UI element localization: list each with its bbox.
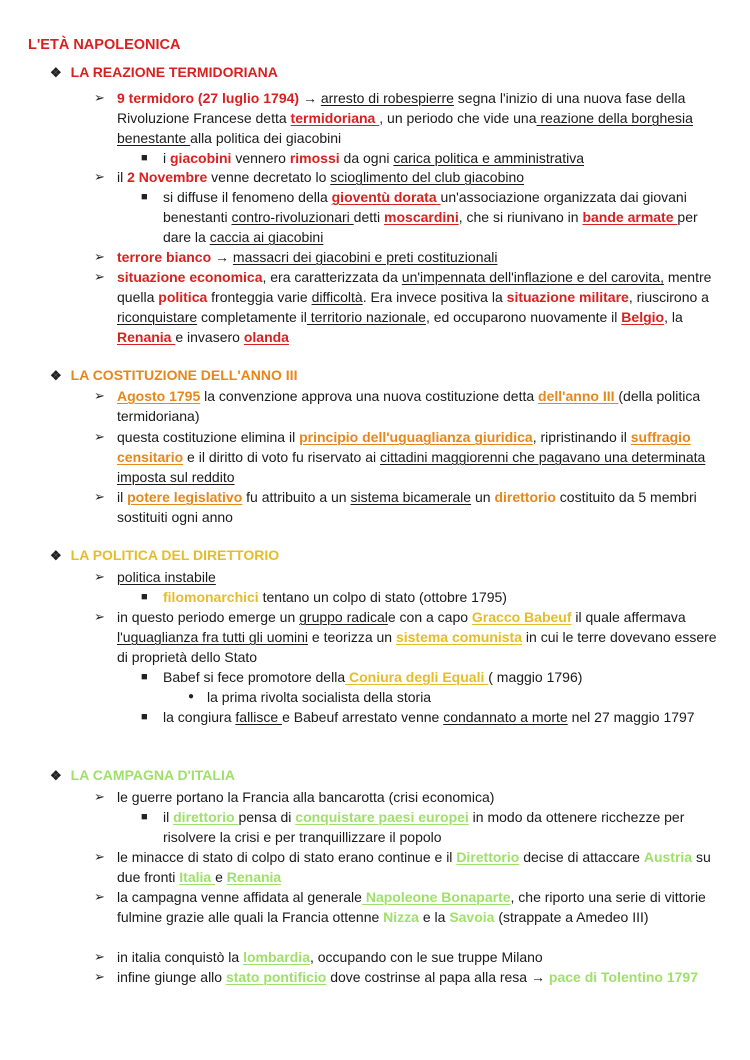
section-heading-direttorio: ❖ LA POLITICA DEL DIRETTORIO [50, 547, 280, 563]
diamond-bullet-icon: ❖ [50, 768, 62, 783]
subbullet-congiura-fallisce: ■ la congiura fallisce e Babeuf arrestato venne condannato a morte nel 27 maggio 1797 [141, 709, 695, 725]
section-heading-reazione: ❖ LA REAZIONE TERMIDORIANA [50, 64, 278, 80]
section-heading-costituzione: ❖ LA COSTITUZIONE DELL'ANNO III [50, 367, 298, 383]
bullet-2-novembre: ➢ il 2 Novembre venne decretato lo scioglimento del club giacobino [94, 169, 525, 185]
arrow-bullet-icon: ➢ [94, 849, 105, 864]
diamond-bullet-icon: ❖ [50, 368, 62, 383]
bullet-politica-instabile: ➢ politica instabile [94, 569, 216, 585]
square-bullet-icon: ■ [141, 671, 148, 683]
square-bullet-icon: ■ [141, 591, 148, 603]
arrow-bullet-icon: ➢ [94, 889, 105, 904]
bullet-lombardia: ➢ in italia conquistò la lombardia, occupando con le sue truppe Milano [94, 949, 543, 965]
bullet-gracco-babeuf: ➢ in questo periodo emerge un gruppo radicale con a capo Gracco Babeuf il quale affermava l'uguaglianza fra tutti gli uomini e teorizza un sistema comunista in cui le terre dovevano essere di proprietà dello Stato [94, 609, 717, 665]
square-bullet-icon: ■ [141, 191, 148, 203]
arrow-bullet-icon: ➢ [94, 569, 105, 584]
arrow-bullet-icon: ➢ [94, 249, 105, 264]
arrow-bullet-icon: ➢ [94, 609, 105, 624]
arrow-bullet-icon: ➢ [94, 789, 105, 804]
bullet-napoleone-bonaparte: ➢ la campagna venne affidata al generale Napoleone Bonaparte, che riporto una serie di vittorie fulmine grazie alle quali la Francia ottenne Nizza e la Savoia (strappate a Amedeo III) [94, 889, 706, 925]
subbullet-gioventu-dorata: ■ si diffuse il fenomeno della gioventù dorata un'associazione organizzata dai giovani benestanti contro-rivoluzionari detti moscardini, che si riunivano in bande armate per dare la caccia ai giacobini [141, 189, 698, 245]
diamond-bullet-icon: ❖ [50, 548, 62, 563]
subbullet-giacobini-rimossi: ■ i giacobini vennero rimossi da ogni carica politica e amministrativa [141, 150, 584, 166]
bullet-costituzione-elimina: ➢ questa costituzione elimina il principio dell'uguaglianza giuridica, ripristinando il suffragio censitario e il diritto di voto fu riservato ai cittadini maggiorenni che pagavano una determinata imposta sul reddito [94, 429, 706, 485]
bullet-potere-legislativo: ➢ il potere legislativo fu attribuito a un sistema bicamerale un direttorio costituito da 5 membri sostituiti ogni anno [94, 489, 697, 525]
bullet-situazione-economica: ➢ situazione economica, era caratterizzata da un'impennata dell'inflazione e del carovita, mentre quella politica fronteggia varie difficoltà. Era invece positiva la situazione militare, riuscirono a riconquistare completamente il territorio nazionale, ed occuparono nuovamente il Belgio, la Renania e invasero olanda [94, 269, 712, 345]
arrow-bullet-icon: ➢ [94, 388, 105, 403]
square-bullet-icon: ■ [141, 152, 148, 164]
square-bullet-icon: ■ [141, 711, 148, 723]
bullet-stato-pontificio: ➢ infine giunge allo stato pontificio dove costrinse al papa alla resa → pace di Tolentino 1797 [94, 969, 699, 985]
subbullet-filomonarchici: ■ filomonarchici tentano un colpo di stato (ottobre 1795) [141, 589, 507, 605]
subsubbullet-prima-rivolta: ● la prima rivolta socialista della storia [188, 689, 432, 705]
subbullet-coniura-equali: ■ Babef si fece promotore della Coniura degli Equali ( maggio 1796) [141, 669, 583, 685]
bullet-minacce-colpo-stato: ➢ le minacce di stato di colpo di stato erano continue e il Direttorio decise di attaccare Austria su due fronti Italia e Renania [94, 849, 711, 885]
arrow-bullet-icon: ➢ [94, 949, 105, 964]
bullet-terrore-bianco: ➢ terrore bianco → massacri dei giacobini e preti costituzionali [94, 249, 498, 265]
bullet-agosto-1795: ➢ Agosto 1795 la convenzione approva una nuova costituzione detta dell'anno III (della politica termidoriana) [94, 388, 701, 424]
arrow-bullet-icon: ➢ [94, 169, 105, 184]
arrow-bullet-icon: ➢ [94, 269, 105, 284]
arrow-bullet-icon: ➢ [94, 969, 105, 984]
bullet-bancarotta: ➢ le guerre portano la Francia alla bancarotta (crisi economica) [94, 789, 495, 805]
section-heading-campagna-italia: ❖ LA CAMPAGNA D'ITALIA [50, 767, 235, 783]
diamond-bullet-icon: ❖ [50, 65, 62, 80]
square-bullet-icon: ■ [141, 811, 148, 823]
subbullet-conquistare-paesi: ■ il direttorio pensa di conquistare paesi europei in modo da ottenere ricchezze per risolvere la crisi e per tranquillizzare il popolo [141, 809, 685, 845]
arrow-bullet-icon: ➢ [94, 429, 105, 444]
arrow-bullet-icon: ➢ [94, 90, 105, 105]
dot-bullet-icon: ● [188, 691, 195, 702]
document-title: L'ETÀ NAPOLEONICA [28, 37, 181, 53]
bullet-9-termidoro: ➢ 9 termidoro (27 luglio 1794) → arresto di robespierre segna l'inizio di una nuova fase della Rivoluzione Francese detta termidoriana , un periodo che vide una reazione della borghesia benestante alla politica dei giacobini [94, 90, 693, 146]
arrow-bullet-icon: ➢ [94, 489, 105, 504]
